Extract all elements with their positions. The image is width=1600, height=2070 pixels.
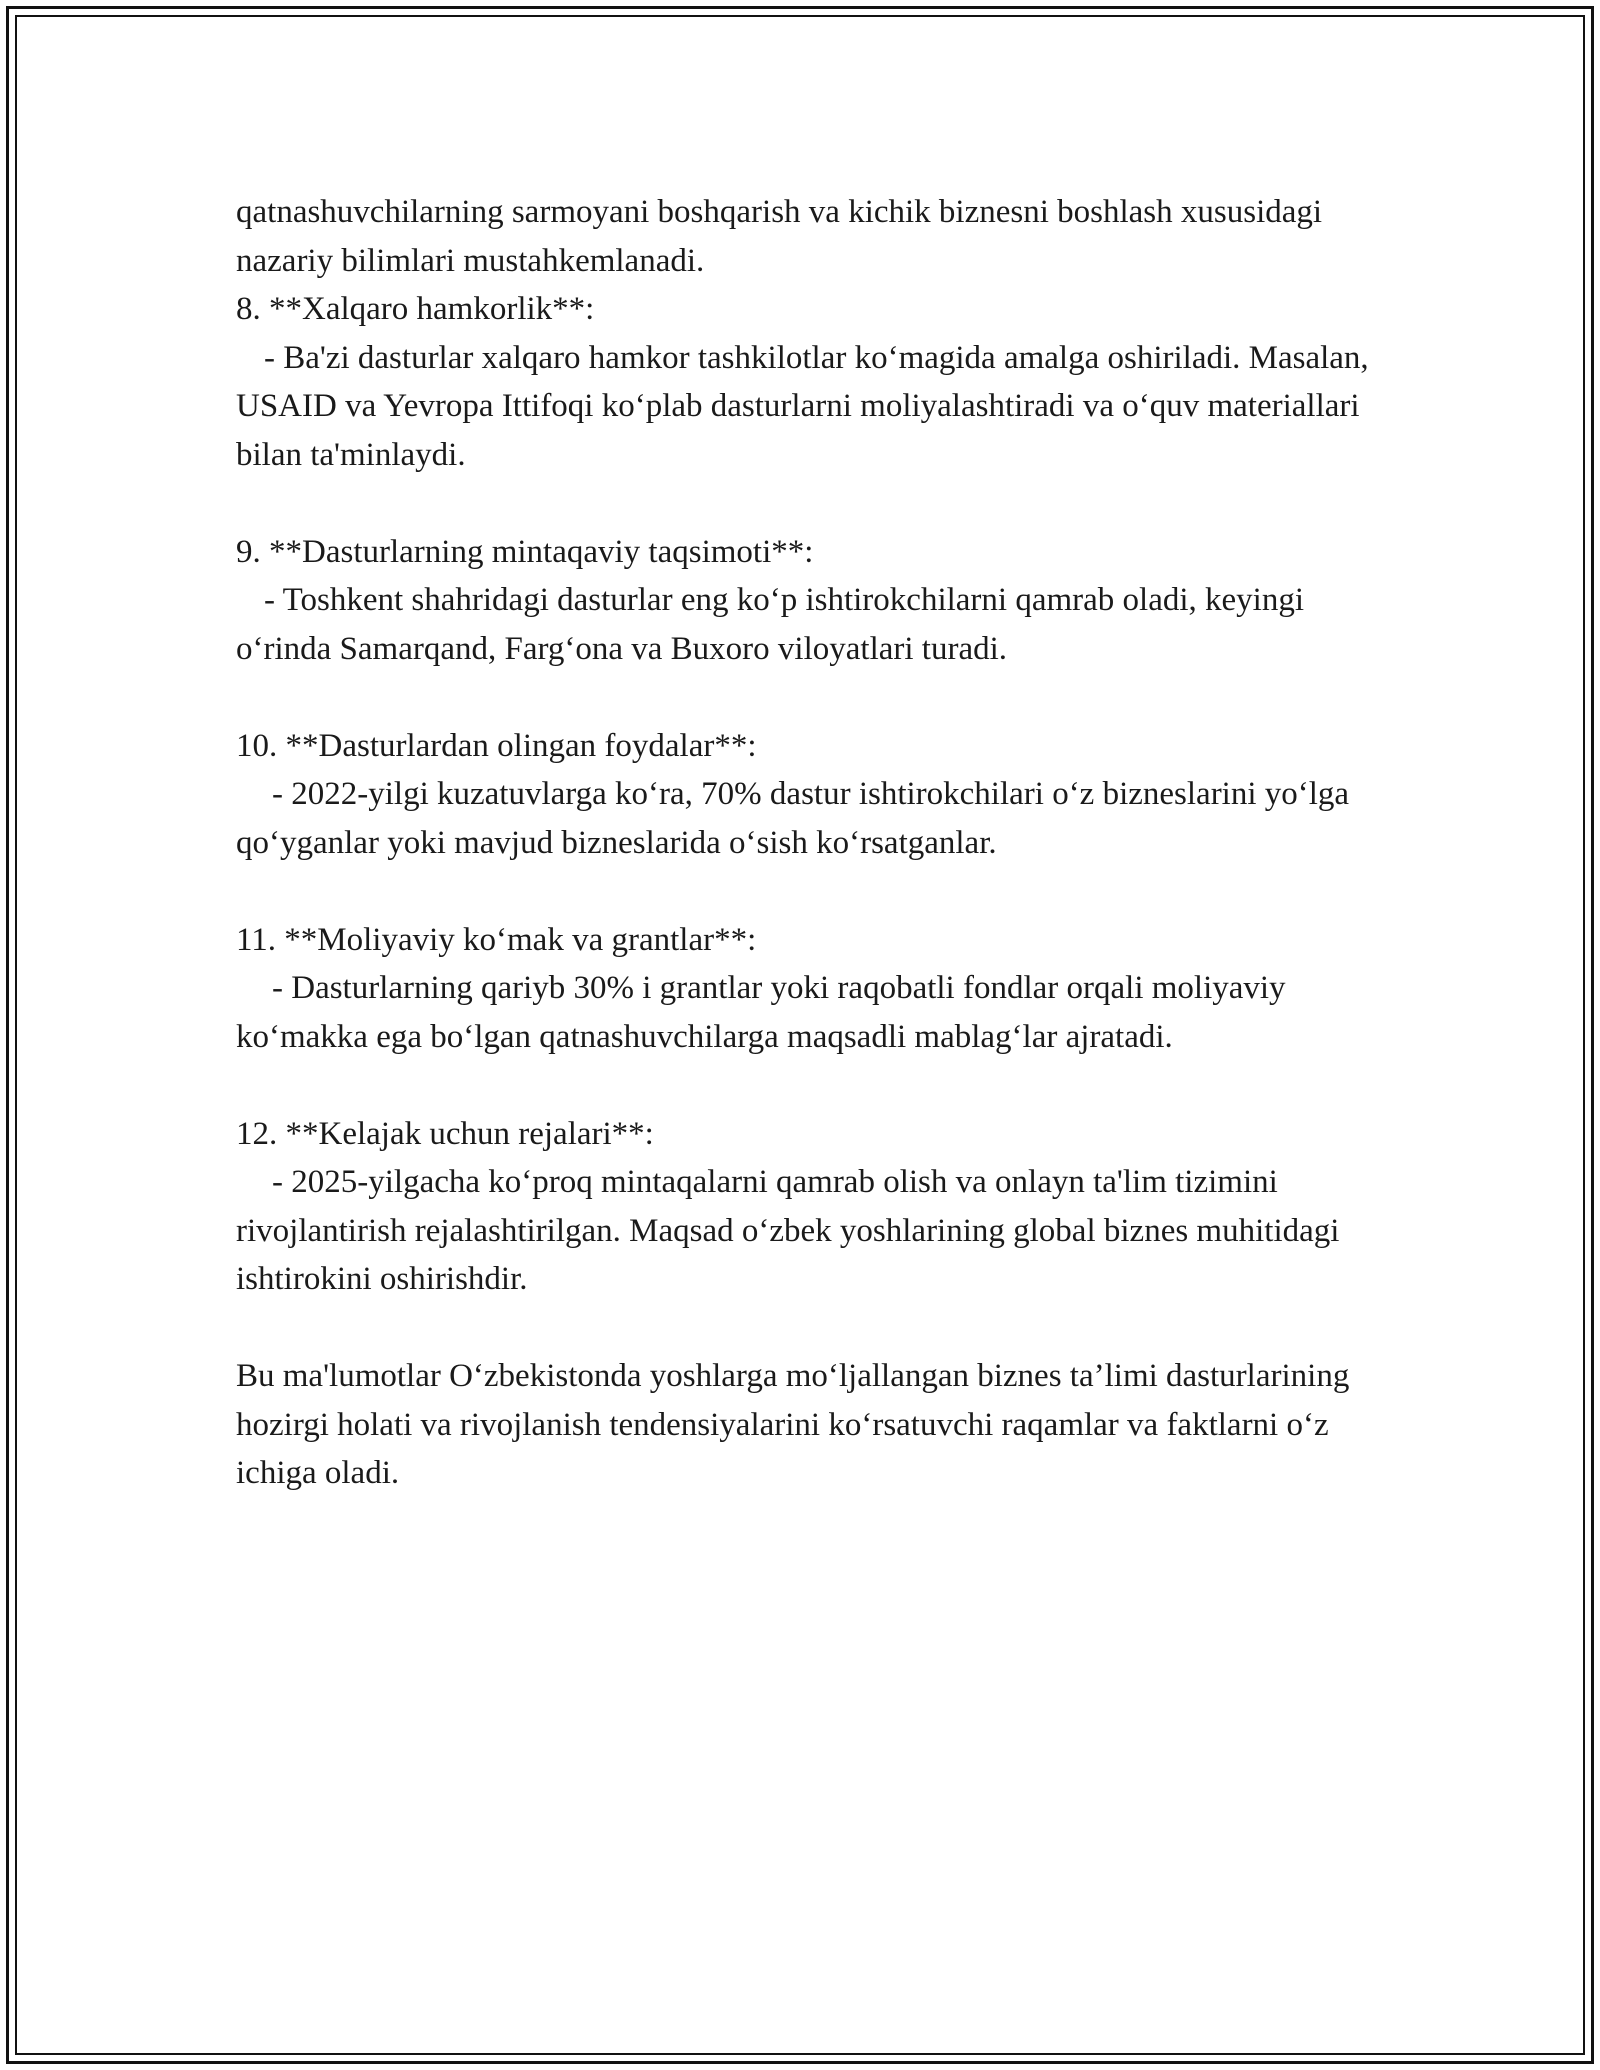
item-heading: 12. **Kelajak uchun rejalari**: bbox=[236, 1115, 654, 1152]
item-body: - 2025-yilgacha ko‘proq mintaqalarni qamrab olish va onlayn ta'lim tizimini rivojlantirish rejalashtirilgan. Maqsad o‘zbek yoshlarining global biznes muhitidagi ishtirokini oshirishdir. bbox=[236, 1164, 1340, 1297]
item-heading: 11. **Moliyaviy ko‘mak va grantlar**: bbox=[236, 921, 757, 958]
list-item-10 bbox=[236, 722, 1396, 868]
item-body: - Dasturlarning qariyb 30% i grantlar yoki raqobatli fondlar orqali moliyaviy ko‘makka ega bo‘lgan qatnashuvchilarga maqsadli mablag‘lar ajratadi. bbox=[236, 970, 1286, 1055]
closing-paragraph: Bu ma'lumotlar O‘zbekistonda yoshlarga mo‘ljallangan biznes ta’limi dasturlarining hozirgi holati va rivojlanish tendensiyalarini ko‘rsatuvchi raqamlar va faktlarni o‘z ichiga oladi. bbox=[236, 1358, 1350, 1491]
item-heading: 8. **Xalqaro hamkorlik**: bbox=[236, 291, 595, 327]
document-body bbox=[236, 188, 1396, 1498]
item-body: - Ba'zi dasturlar xalqaro hamkor tashkilotlar ko‘magida amalga oshiriladi. Masalan, USAID va Yevropa Ittifoqi ko‘plab dasturlarni moliyalashtiradi va o‘quv materiallari bilan ta'minlaydi. bbox=[236, 339, 1369, 473]
item-heading: 9. **Dasturlarning mintaqaviy taqsimoti**: bbox=[236, 533, 814, 570]
intro-paragraph: qatnashuvchilarning sarmoyani boshqarish va kichik biznesni boshlash xususidagi nazariy bilimlari mustahkemlanadi. bbox=[236, 194, 1323, 279]
list-item-8 bbox=[236, 285, 1396, 479]
list-item-12 bbox=[236, 1110, 1396, 1304]
item-body: - Toshkent shahridagi dasturlar eng ko‘p ishtirokchilarni qamrab oladi, keyingi o‘rinda Samarqand, Farg‘ona va Buxoro viloyatlari turadi. bbox=[236, 582, 1304, 667]
list-item-11 bbox=[236, 916, 1396, 1062]
item-heading: 10. **Dasturlardan olingan foydalar**: bbox=[236, 727, 757, 764]
item-body: - 2022-yilgi kuzatuvlarga ko‘ra, 70% dastur ishtirokchilari o‘z bizneslarini yo‘lga qo‘yganlar yoki mavjud bizneslarida o‘sish ko‘rsatganlar. bbox=[236, 776, 1350, 861]
list-item-9 bbox=[236, 528, 1396, 674]
